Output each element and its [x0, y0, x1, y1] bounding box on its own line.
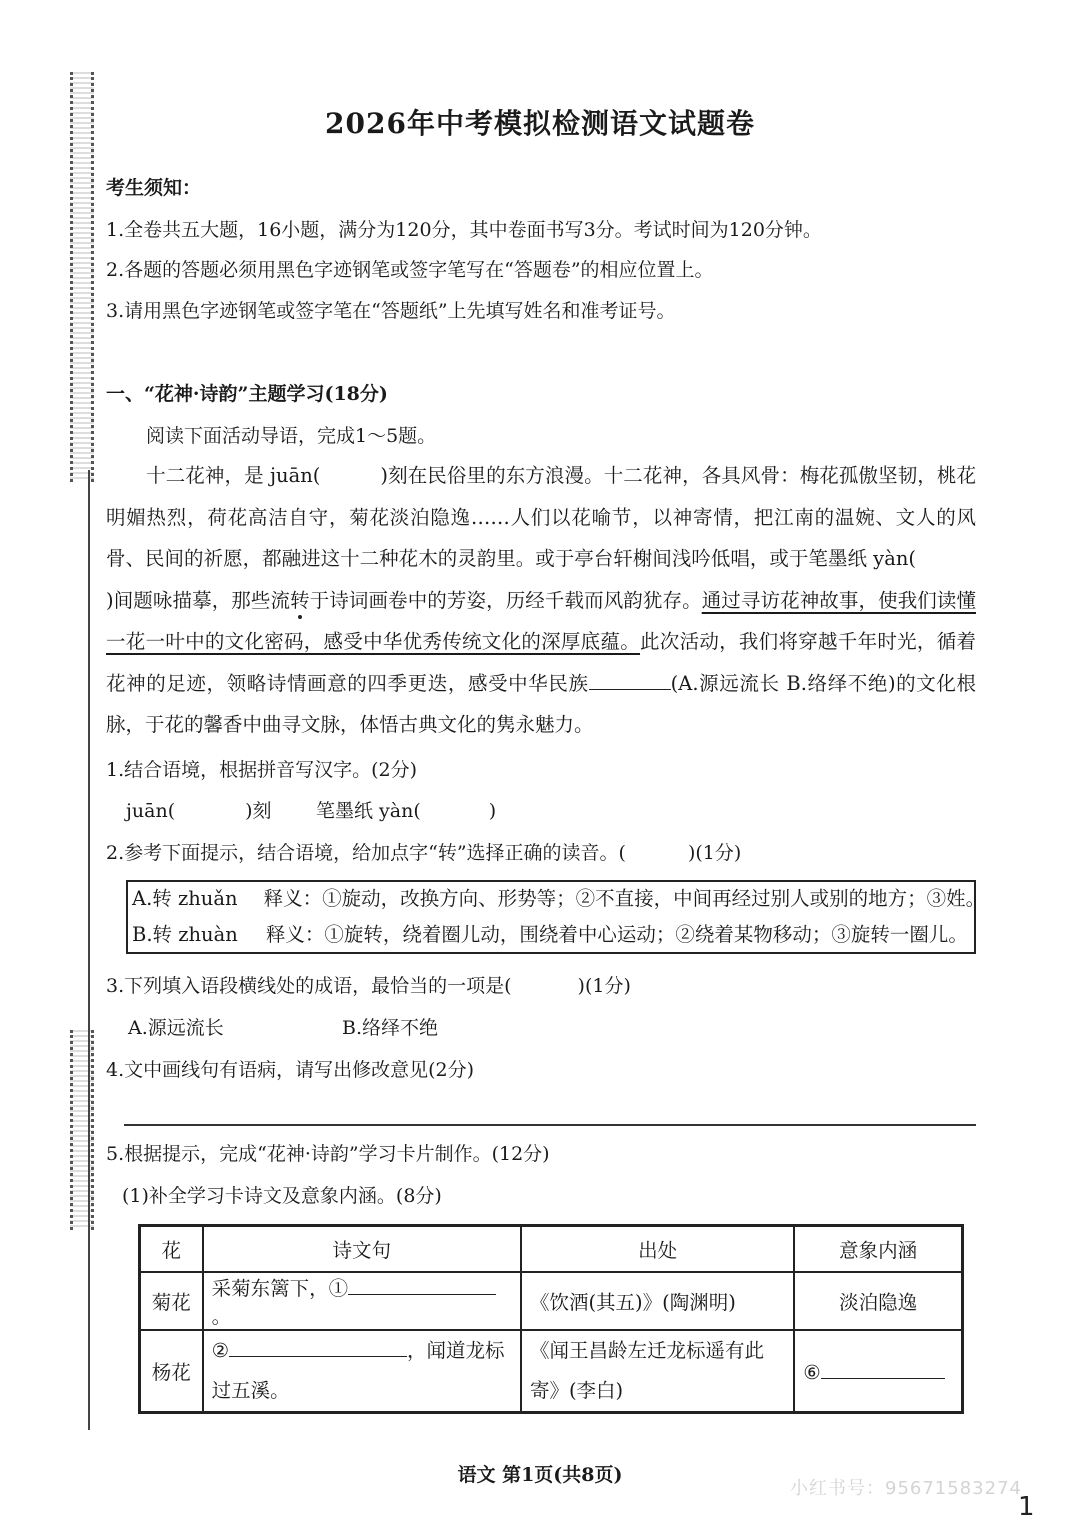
table-row	[140, 1272, 963, 1330]
row1-poem-blank[interactable]	[348, 1274, 496, 1295]
notice-heading: 考生须知：	[106, 177, 202, 199]
q3-stem	[106, 972, 631, 1000]
table-header-row	[140, 1226, 963, 1273]
binding-margin-bottom	[70, 1030, 94, 1230]
underlined-sentence: 通过寻访花神故事，使我们读懂一花一叶中的文化密码，感受中华优秀传统文化的深厚底蕴。	[106, 588, 976, 653]
q2-option-b	[132, 920, 968, 950]
watermark: 小红书号：95671583274	[790, 1478, 1022, 1499]
q4-stem: 4.文中画线句有语病，请写出修改意见(2分)	[106, 1059, 475, 1081]
row1-flower: 菊花	[140, 1272, 203, 1330]
passage-part-4: 于诗词画卷中的芳姿，历经千载而风韵犹存。	[309, 588, 702, 612]
row2-meaning-blank[interactable]	[821, 1358, 945, 1379]
q3-stem-end: )(1分)	[577, 975, 631, 997]
section1-instruction: 阅读下面活动导语，完成1～5题。	[146, 425, 437, 447]
q3-option-a: A.源远流长	[128, 1017, 224, 1039]
binding-line	[88, 470, 90, 1430]
row2-flower: 杨花	[140, 1330, 203, 1413]
passage-part-3: )间题咏描摹，那些流	[106, 588, 291, 612]
q1-answer-2-end: )	[488, 800, 497, 822]
q2-option-b-head: B.转 zhuàn	[132, 923, 238, 946]
dotted-char-zhuan: 转	[290, 588, 310, 612]
row2-poem-after: ，闻道龙标过五溪。	[211, 1339, 505, 1402]
page-footer: 语文 第1页(共8页)	[457, 1464, 623, 1486]
section1-heading: 一、“花神·诗韵”主题学习(18分)	[106, 383, 388, 405]
row1-source: 《饮酒(其五)》(陶渊明)	[521, 1272, 794, 1330]
row1-poem	[203, 1272, 521, 1330]
passage	[106, 455, 976, 746]
q5-sub1: (1)补全学习卡诗文及意象内涵。(8分)	[122, 1185, 442, 1207]
q1-answer-1-label: juān(	[126, 800, 176, 822]
table-header-poem: 诗文句	[203, 1226, 521, 1273]
q1-stem: 1.结合语境，根据拼音写汉字。(2分)	[106, 759, 418, 781]
page-title: 2026年中考模拟检测语文试题卷	[325, 107, 755, 140]
q2-option-a	[132, 884, 985, 914]
q1-answer-1-end: )刻	[245, 800, 272, 822]
q1-answer-2-label: 笔墨纸 yàn(	[316, 800, 421, 822]
q2-option-a-head: A.转 zhuǎn	[132, 887, 238, 910]
table-header-flower: 花	[140, 1226, 203, 1273]
row2-source: 《闻王昌龄左迁龙标遥有此寄》(李白)	[521, 1330, 794, 1413]
row1-poem-before: 采菊东篱下，①	[211, 1277, 349, 1300]
passage-part-5: 此次活动，我们将穿越千年时光，循着花神的足迹，领略诗情画意的四季更迭，感受中华民族	[106, 630, 976, 695]
corner-page-number: 1	[1018, 1492, 1035, 1522]
notice-item-3: 3.请用黑色字迹钢笔或签字笔在“答题纸”上先填写姓名和准考证号。	[106, 300, 676, 322]
q1-answer-1	[126, 797, 272, 825]
table-header-source: 出处	[521, 1226, 794, 1273]
q1-answer-2	[316, 797, 496, 825]
q2-options-box	[126, 880, 986, 954]
row2-poem	[203, 1330, 521, 1413]
study-card-table	[138, 1224, 964, 1414]
q2-stem-end: )(1分)	[687, 842, 742, 864]
table-header-meaning: 意象内涵	[794, 1226, 962, 1273]
q2-option-b-gloss: 释义：①旋转，绕着圈儿动，围绕着中心运动；②绕着某物移动；③旋转一圈儿。	[265, 923, 968, 946]
q3-option-b: B.络绎不绝	[342, 1017, 439, 1039]
table-row	[140, 1330, 963, 1413]
row1-meaning: 淡泊隐逸	[794, 1272, 962, 1330]
row2-poem-blank[interactable]	[229, 1336, 407, 1357]
passage-part-6: (A.源远流长 B.络绎不绝)的文化根脉，于花的馨香中曲寻文脉，体悟古典文化的隽永魅力。	[106, 671, 976, 736]
row2-meaning-label: ⑥	[803, 1361, 821, 1384]
passage-part-2: )刻在民俗里的东方浪漫。十二花神，各具风骨：梅花孤傲坚韧，桃花明媚热烈，荷花高洁自守，菊花淡泊隐逸……人们以花喻节，以神寄情，把江南的温婉、文人的风骨、民间的祈愿，都融进这十二种花木的灵韵里。或于亭台轩榭间浅吟低唱，或于笔墨纸 yàn(	[106, 464, 976, 570]
passage-part-1: 十二花神，是 juān(	[146, 464, 321, 487]
row2-poem-before: ②	[211, 1339, 230, 1362]
q4-answer-line[interactable]	[124, 1124, 976, 1126]
q2-stem-text: 2.参考下面提示，结合语境，给加点字“转”选择正确的读音。(	[106, 842, 626, 864]
q2-stem	[106, 839, 741, 867]
row2-meaning	[794, 1330, 962, 1413]
notice-item-2: 2.各题的答题必须用黑色字迹钢笔或签字笔写在“答题卷”的相应位置上。	[106, 259, 714, 281]
passage-blank-idiom[interactable]	[589, 671, 671, 690]
q5-stem: 5.根据提示，完成“花神·诗韵”学习卡片制作。(12分)	[106, 1143, 550, 1165]
row1-poem-after: 。	[211, 1305, 232, 1328]
notice-item-1: 1.全卷共五大题，16小题，满分为120分，其中卷面书写3分。考试时间为120分钟。	[106, 219, 822, 241]
q2-option-a-gloss: 释义：①旋动，改换方向、形势等；②不直接，中间再经过别人或别的地方；③姓。	[263, 887, 986, 910]
q3-stem-text: 3.下列填入语段横线处的成语，最恰当的一项是(	[106, 975, 512, 997]
